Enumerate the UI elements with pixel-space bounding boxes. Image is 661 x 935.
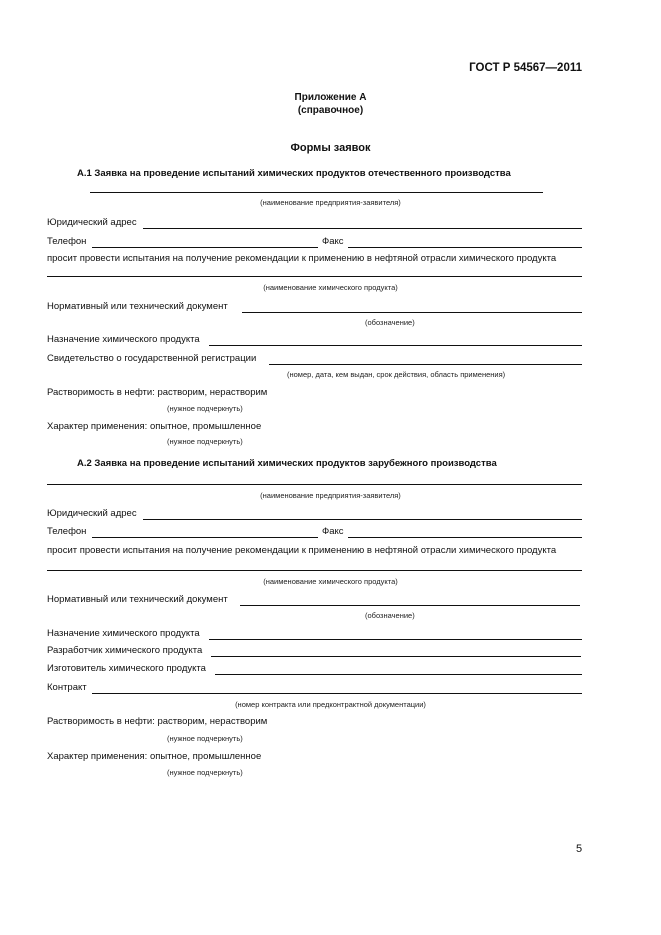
application-text: Характер применения: опытное, промышленное — [47, 421, 262, 432]
solubility-text: Растворимость в нефти: растворим, нерастворим — [47, 387, 268, 398]
manufacturer-label: Изготовитель химического продукта — [47, 663, 206, 674]
underline-caption-4: (нужное подчеркнуть) — [167, 768, 243, 777]
normdoc-label-2: Нормативный или технический документ — [47, 594, 228, 605]
applicant-caption: (наименование предприятия-заявителя) — [260, 198, 401, 207]
designation-caption-2: (обозначение) — [365, 611, 415, 620]
appendix-title: Приложение А — [294, 92, 367, 103]
manufacturer-line — [215, 674, 582, 675]
certificate-line — [269, 364, 582, 365]
normdoc-line-2 — [240, 605, 580, 606]
phone-label-2: Телефон — [47, 526, 87, 537]
section-a1-title: А.1 Заявка на проведение испытаний химических продуктов отечественного производства — [77, 168, 511, 179]
address-label-2: Юридический адрес — [47, 508, 137, 519]
contract-line — [92, 693, 582, 694]
phone-line-2 — [92, 537, 318, 538]
purpose-line — [209, 345, 582, 346]
request-text-2: просит провести испытания на получение рекомендации к применению в нефтяной отрасли химического продукта — [47, 545, 557, 556]
applicant-name-line-2 — [47, 484, 582, 485]
address-line-2 — [143, 519, 582, 520]
standard-header: ГОСТ Р 54567—2011 — [469, 62, 582, 74]
contract-caption: (номер контракта или предконтрактной документации) — [235, 700, 426, 709]
applicant-caption-2: (наименование предприятия-заявителя) — [260, 491, 401, 500]
underline-caption-1: (нужное подчеркнуть) — [167, 404, 243, 413]
normdoc-label: Нормативный или технический документ — [47, 301, 228, 312]
fax-line — [348, 247, 582, 248]
appendix-subtitle: (справочное) — [297, 105, 364, 116]
product-name-line — [47, 276, 582, 277]
underline-caption-3: (нужное подчеркнуть) — [167, 734, 243, 743]
designation-caption: (обозначение) — [365, 318, 415, 327]
purpose-line-2 — [209, 639, 582, 640]
fax-label-2: Факс — [322, 526, 344, 537]
applicant-name-line — [90, 192, 543, 193]
contract-label: Контракт — [47, 682, 87, 693]
application-text-2: Характер применения: опытное, промышленное — [47, 751, 262, 762]
developer-line — [211, 656, 581, 657]
certificate-caption: (номер, дата, кем выдан, срок действия, область применения) — [287, 370, 506, 379]
normdoc-line — [242, 312, 582, 313]
fax-line-2 — [348, 537, 582, 538]
section-a2-title: А.2 Заявка на проведение испытаний химических продуктов зарубежного производства — [77, 458, 497, 469]
developer-label: Разработчик химического продукта — [47, 645, 203, 656]
phone-line — [92, 247, 318, 248]
purpose-label: Назначение химического продукта — [47, 334, 200, 345]
request-text: просит провести испытания на получение рекомендации к применению в нефтяной отрасли химического продукта — [47, 253, 557, 264]
phone-label: Телефон — [47, 236, 87, 247]
fax-label: Факс — [322, 236, 344, 247]
product-caption: (наименование химического продукта) — [263, 283, 398, 292]
product-name-line-2 — [47, 570, 582, 571]
product-caption-2: (наименование химического продукта) — [263, 577, 398, 586]
underline-caption-2: (нужное подчеркнуть) — [167, 437, 243, 446]
certificate-label: Свидетельство о государственной регистрации — [47, 353, 257, 364]
solubility-text-2: Растворимость в нефти: растворим, нерастворим — [47, 716, 268, 727]
address-line — [143, 228, 582, 229]
address-label: Юридический адрес — [47, 217, 137, 228]
page-number: 5 — [576, 843, 583, 855]
main-title: Формы заявок — [290, 142, 371, 154]
purpose-label-2: Назначение химического продукта — [47, 628, 200, 639]
